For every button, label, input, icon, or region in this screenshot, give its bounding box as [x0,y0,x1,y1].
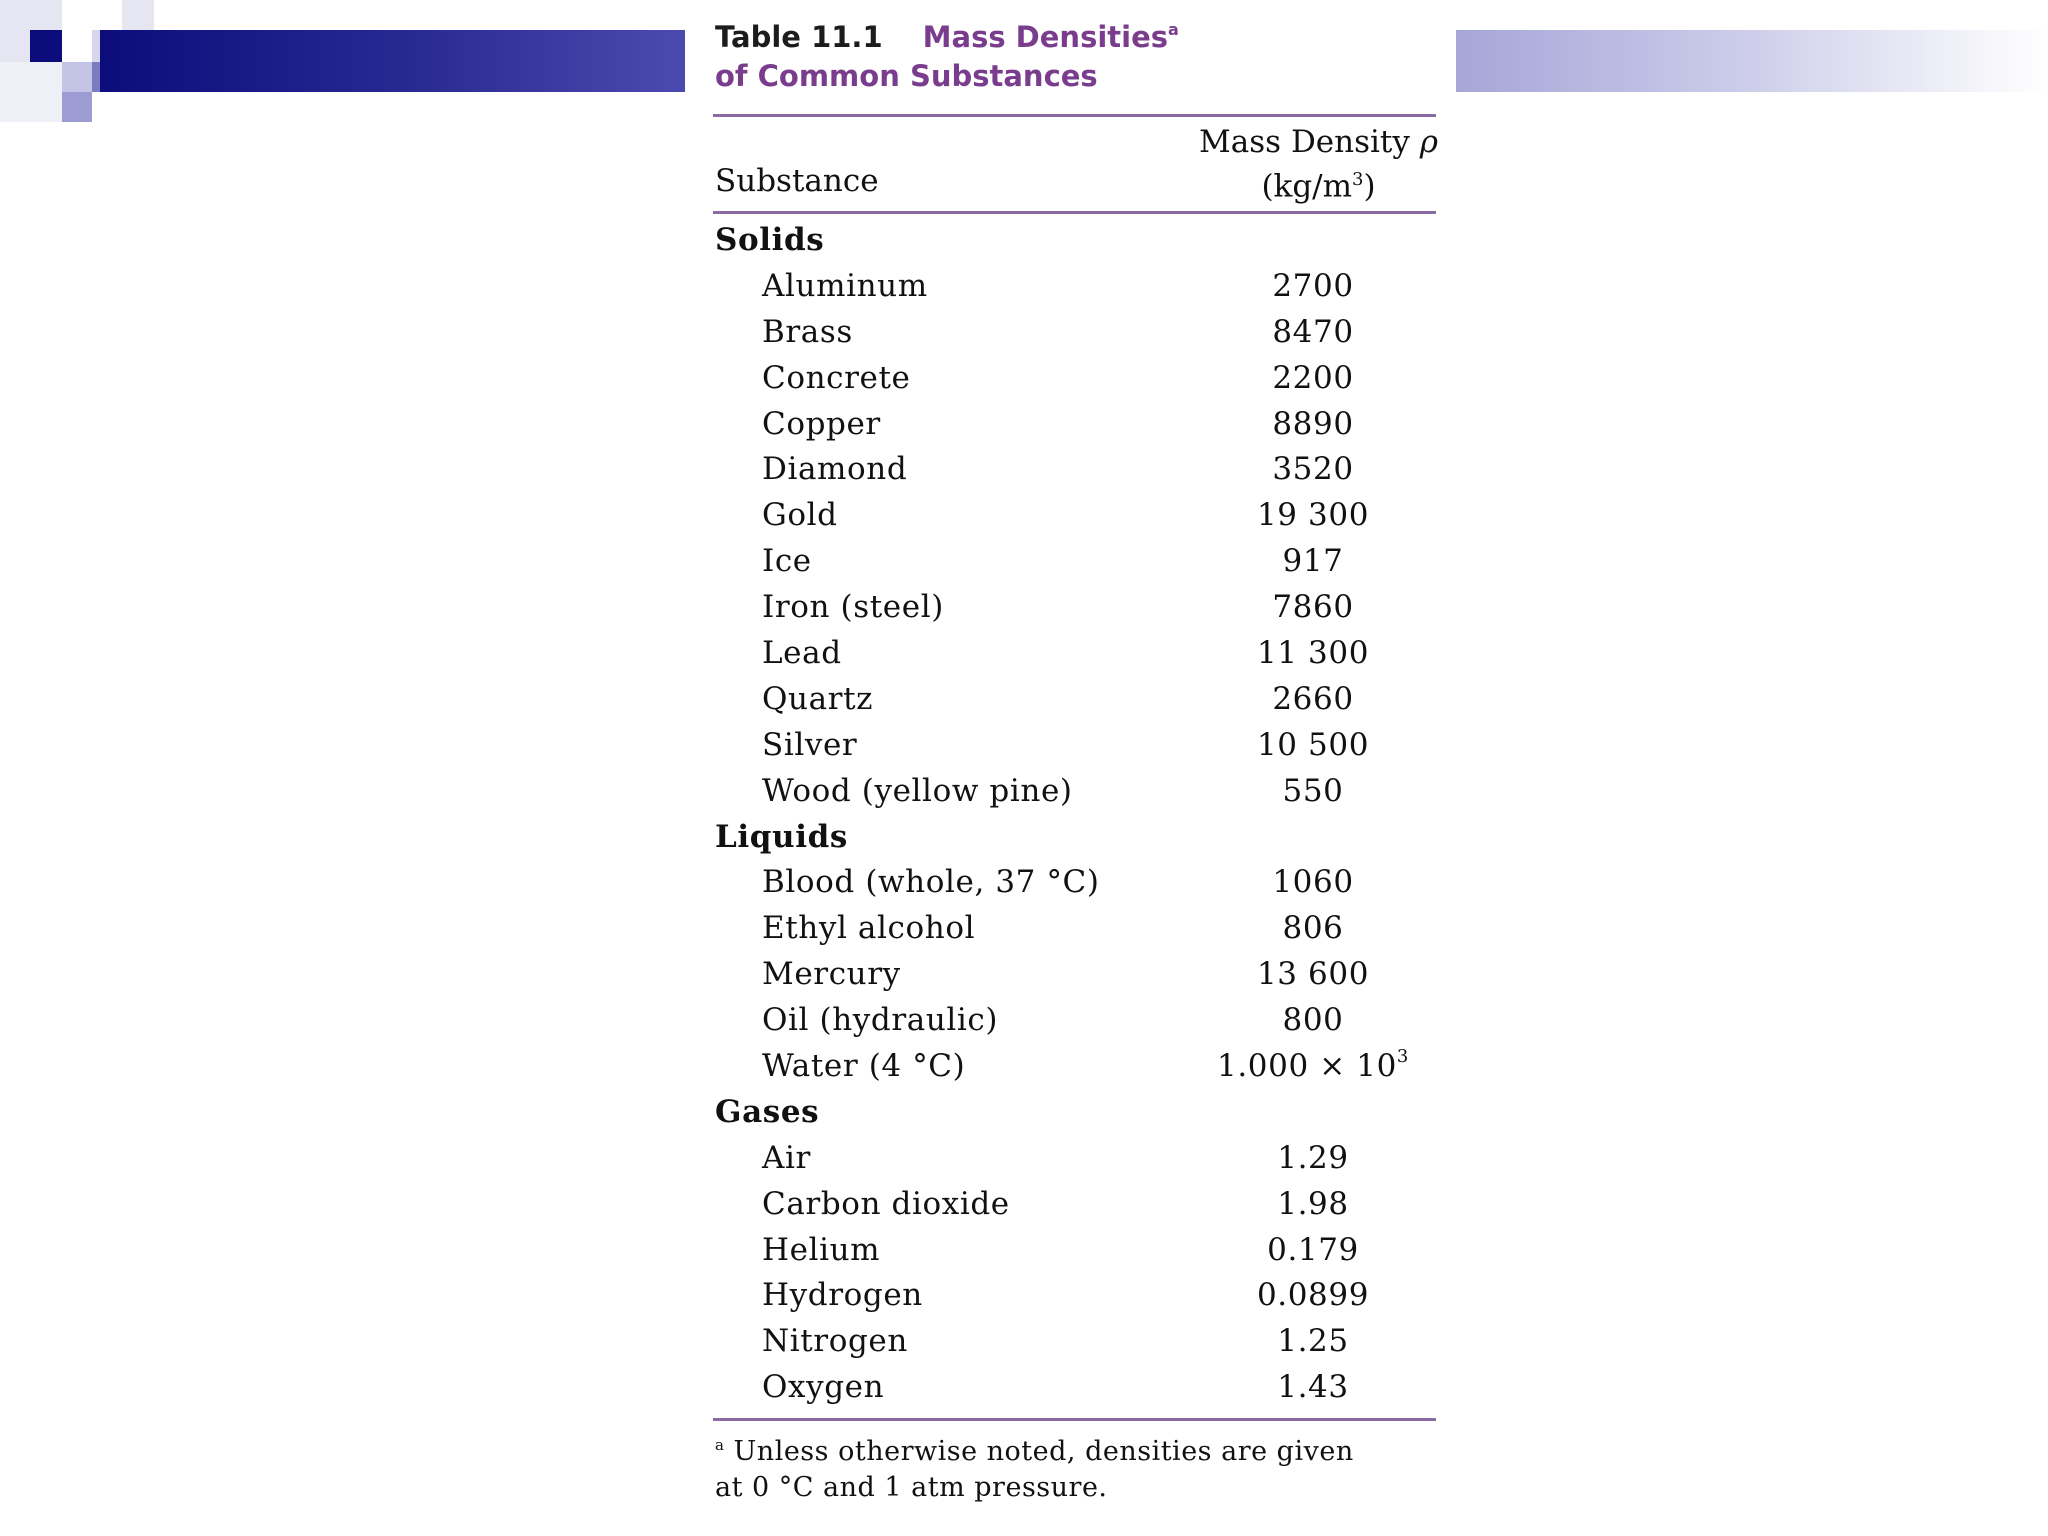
section-heading: Gases [715,1093,820,1130]
table-row [713,447,1438,493]
substance-name: Wood (yellow pine) [762,772,1073,809]
density-value [1272,310,1353,356]
substance-name: Oil (hydraulic) [762,1002,999,1039]
substance-name: Diamond [762,451,908,488]
density-value-text: 1.25 [1277,1323,1349,1360]
density-value [1257,1273,1369,1319]
density-value [1272,585,1353,631]
table-row [713,998,1438,1044]
decor-square [122,0,154,30]
substance-name: Iron (steel) [762,589,944,626]
density-value [1283,769,1344,815]
density-value-text: 2200 [1272,359,1354,396]
table-number: Table 11.1 [715,20,883,54]
substance-name: Concrete [762,359,911,396]
table-title-line2: of Common Substances [715,59,1098,93]
table-row [713,1182,1438,1228]
density-value [1257,952,1369,998]
decor-square [62,92,92,122]
density-value-text: 917 [1282,543,1344,580]
table-row [713,631,1438,677]
unit-open: (kg/m [1261,168,1353,205]
table-row [713,723,1438,769]
density-value [1257,493,1369,539]
density-value [1283,998,1344,1044]
density-value [1277,1136,1348,1182]
density-value-text: 8890 [1272,405,1354,442]
substance-name: Carbon dioxide [762,1185,1010,1222]
substance-name: Nitrogen [762,1323,908,1360]
substance-name: Oxygen [762,1369,885,1406]
density-value-text: 800 [1282,1002,1344,1039]
density-value [1283,539,1344,585]
density-value [1272,356,1353,402]
density-label: Mass Density [1199,124,1410,160]
density-value-text: 1.43 [1277,1369,1349,1406]
table-header [713,117,1438,209]
unit-close: ) [1363,168,1376,205]
substance-name: Quartz [762,680,874,717]
density-value [1272,264,1353,310]
decor-square [0,0,62,30]
table-body [713,214,1438,1411]
density-value-text: 1.29 [1277,1139,1349,1176]
footnote-marker: a [715,1436,725,1455]
substance-name: Gold [762,497,838,534]
table-row [713,952,1438,998]
substance-name: Silver [762,726,858,763]
density-value-text: 2660 [1272,680,1354,717]
substance-name: Helium [762,1231,881,1268]
density-table [713,10,1438,1506]
density-value [1277,1319,1348,1365]
table-row [713,1136,1438,1182]
table-row [713,402,1438,448]
density-value-text: 19 300 [1256,497,1370,534]
substance-name: Blood (whole, 37 °C) [762,864,1100,901]
footnote-marker: a [1168,20,1179,39]
table-row [713,769,1438,815]
table-row [713,1319,1438,1365]
table-footnote [713,1421,1438,1506]
table-row [713,906,1438,952]
table-row [713,860,1438,906]
density-value-text: 2700 [1272,267,1354,304]
density-value-text: 10 500 [1256,726,1370,763]
table-row [713,264,1438,310]
density-value-text: 7860 [1272,589,1354,626]
decor-square [30,30,62,62]
substance-name: Air [762,1139,811,1176]
table-row [713,493,1438,539]
footnote-line1: Unless otherwise noted, densities are given [733,1436,1354,1468]
density-value-text: 1.000 × 10 [1217,1048,1397,1085]
section-heading: Solids [715,222,825,258]
density-value-text: 0.179 [1267,1231,1359,1268]
density-value-text: 11 300 [1256,635,1370,672]
density-value-text: 0.0899 [1256,1277,1370,1314]
footnote-line2: at 0 °C and 1 atm pressure. [715,1472,1108,1504]
density-value-text: 13 600 [1256,956,1370,993]
substance-name: Water (4 °C) [762,1048,966,1085]
density-value-text: 806 [1282,910,1344,947]
decor-square [62,62,92,94]
density-column-header [1199,123,1438,205]
density-value-text: 1060 [1272,864,1354,901]
density-value [1267,1228,1359,1274]
decor-square [0,62,62,122]
density-value [1272,447,1353,493]
header-bar-left [100,30,685,92]
density-value [1277,1365,1348,1411]
density-value-text: 550 [1282,772,1344,809]
density-exponent: 3 [1396,1046,1409,1068]
table-title-line1: Mass Densities [922,20,1169,54]
table-caption [713,10,1438,96]
density-value-text: 1.98 [1277,1185,1349,1222]
density-value [1257,631,1369,677]
substance-name: Ice [762,543,812,580]
unit-exponent: 3 [1352,169,1364,190]
density-value [1272,402,1353,448]
table-row [713,539,1438,585]
table-row [713,356,1438,402]
density-value [1272,860,1353,906]
table-row [713,1044,1438,1090]
substance-name: Copper [762,405,881,442]
density-value [1277,1182,1348,1228]
density-value [1283,906,1344,952]
density-symbol: ρ [1419,124,1438,160]
density-value [1272,677,1353,723]
substance-name: Hydrogen [762,1277,923,1314]
table-row [713,585,1438,631]
density-value [1257,723,1369,769]
table-row [713,1365,1438,1411]
substance-name: Lead [762,635,842,672]
header-bar-right [1456,30,2048,92]
substance-column-header: Substance [715,163,879,199]
table-row [713,677,1438,723]
table-row [713,310,1438,356]
density-value-text: 3520 [1272,451,1354,488]
substance-name: Aluminum [762,267,928,304]
table-row [713,1273,1438,1319]
section-heading: Liquids [715,818,848,855]
substance-name: Ethyl alcohol [762,910,976,947]
decor-square [0,30,30,62]
substance-name: Mercury [762,956,901,993]
density-value-text: 8470 [1272,313,1354,350]
table-row [713,1228,1438,1274]
density-value [1217,1044,1409,1090]
substance-name: Brass [762,313,853,350]
